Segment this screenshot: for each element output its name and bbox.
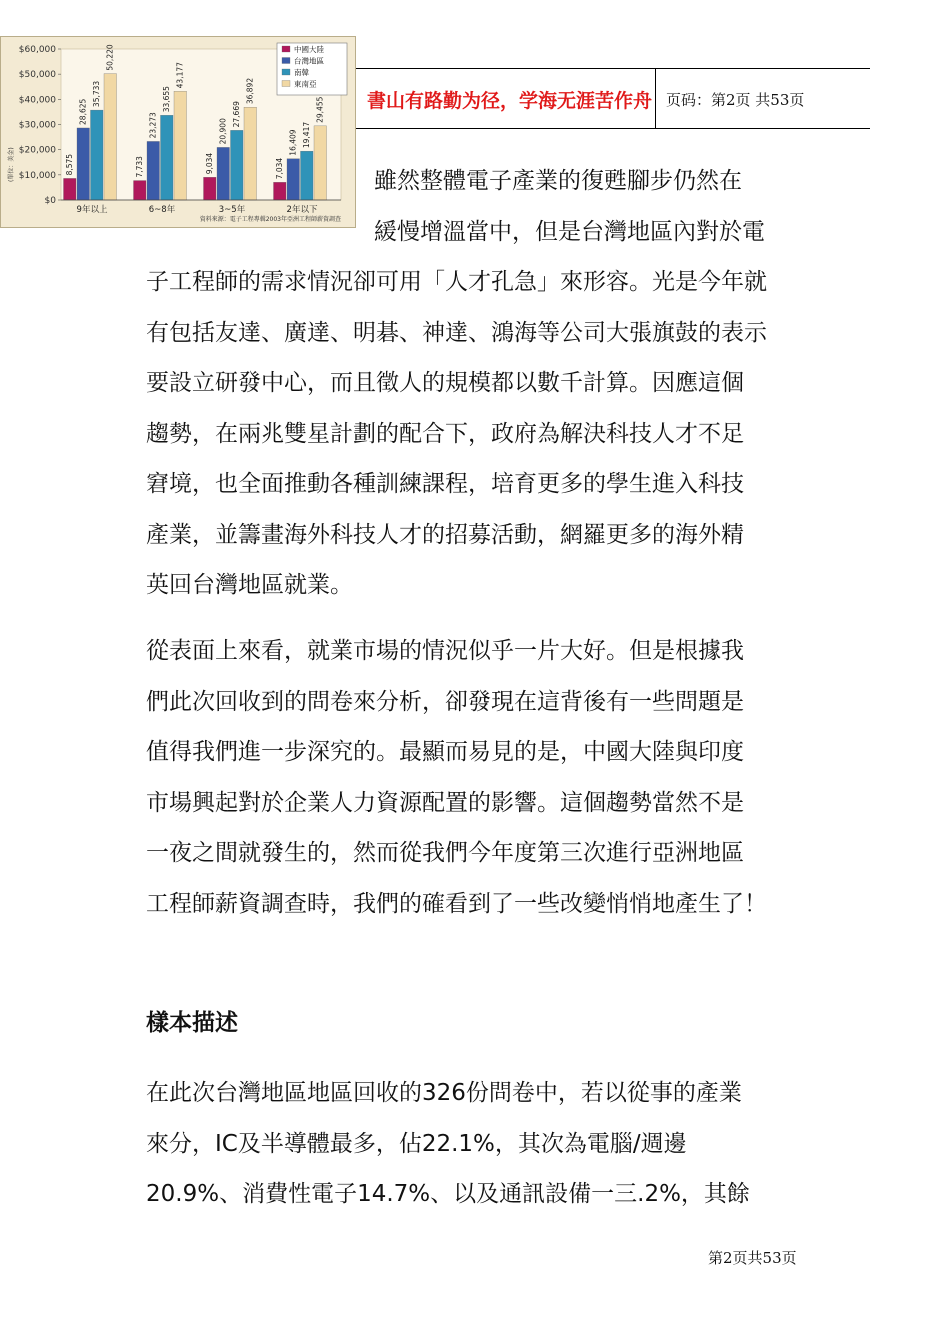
paragraph-line: 緩慢增溫當中，但是台灣地區內對於電 — [374, 218, 765, 245]
y-tick-label: $10,000 — [18, 170, 56, 181]
paragraph-line: 雖然整體電子產業的復甦腳步仍然在 — [374, 168, 742, 194]
paragraph-line: 子工程師的需求情況卻可用「人才孔急」來形容。光是今年就 — [146, 269, 767, 295]
header-page-info: 页码：第2页 共53页 — [666, 91, 805, 109]
bar-value-label: 33,655 — [162, 86, 172, 113]
paragraph-line: 20.9%、消費性電子14.7%、以及通訊設備一三.2%，其餘 — [146, 1181, 750, 1207]
x-tick-label: 3~5年 — [218, 205, 246, 215]
bar-value-label: 35,733 — [92, 80, 102, 108]
bar — [64, 178, 77, 200]
bar — [77, 128, 90, 200]
paragraph-line: 在此次台灣地區地區回收的326份問卷中，若以從事的產業 — [146, 1080, 742, 1106]
bar-value-label: 50,220 — [105, 44, 115, 71]
paragraph-line: 來分，IC及半導體最多，佔22.1%，其次為電腦/週邊 — [146, 1130, 687, 1157]
x-tick-label: 6~8年 — [148, 205, 176, 215]
bar-value-label: 28,625 — [78, 98, 88, 125]
bar — [91, 110, 104, 200]
x-tick-label: 2年以下 — [286, 205, 318, 215]
x-tick-label: 9年以上 — [76, 205, 108, 215]
footer-page-info: 第2页共53页 — [708, 1249, 797, 1267]
y-tick-label: $30,000 — [18, 120, 56, 131]
y-tick-label: $40,000 — [18, 95, 56, 106]
paragraph-line: 英回台灣地區就業。 — [146, 572, 353, 598]
paragraph-2 — [146, 626, 816, 929]
paragraph-line: 從表面上來看，就業市場的情況似乎一片大好。但是根據我 — [146, 638, 744, 664]
paragraph-line: 要設立研發中心，而且徵人的規模都以數千計算。因應這個 — [146, 370, 744, 396]
paragraph-line: 有包括友達、廣達、明碁、神達、鴻海等公司大張旗鼓的表示 — [146, 319, 767, 346]
legend-swatch — [282, 81, 290, 87]
bar-value-label: 29,455 — [315, 96, 325, 123]
header-motto: 書山有路勤为径，学海无涯苦作舟 — [366, 90, 652, 112]
paragraph-line: 趨勢，在兩兆雙星計劃的配合下，政府為解決科技人才不足 — [146, 420, 744, 447]
bar-value-label: 19,417 — [302, 121, 312, 149]
bar — [104, 74, 117, 200]
chart-source: 資料來源：電子工程專輯2003年亞洲工程師薪資調查 — [199, 216, 341, 223]
bar-value-label: 8,575 — [65, 153, 75, 176]
bar-value-label: 27,669 — [232, 101, 242, 128]
paragraph-line: 們此次回收到的問卷來分析，卻發現在這背後有一些問題是 — [146, 688, 744, 715]
bar-value-label: 20,900 — [218, 118, 228, 145]
legend-label: 台灣地區 — [294, 56, 324, 66]
sample-paragraph — [146, 1068, 816, 1220]
bar-value-label: 7,733 — [135, 156, 145, 178]
y-tick-label: $50,000 — [18, 70, 56, 81]
legend-label: 南韓 — [294, 68, 309, 77]
bar-value-label: 7,034 — [275, 157, 285, 180]
y-tick-label: $0 — [44, 196, 56, 206]
section-heading: 樣本描述 — [146, 1010, 238, 1036]
header-bottom-rule — [300, 128, 870, 129]
bar-value-label: 23,273 — [148, 112, 158, 139]
y-axis-label: (單位：美金) — [8, 147, 15, 182]
bar-value-label: 36,892 — [245, 77, 255, 105]
y-tick-label: $60,000 — [18, 45, 56, 55]
legend-label: 東南亞 — [294, 79, 317, 89]
paragraph-1 — [146, 156, 816, 611]
legend-swatch — [282, 69, 290, 75]
legend-swatch — [282, 58, 290, 64]
header-separator — [655, 68, 656, 128]
y-tick-label: $20,000 — [18, 145, 56, 156]
paragraph-line: 一夜之間就發生的，然而從我們今年度第三次進行亞洲地區 — [146, 840, 744, 866]
paragraph-line: 產業，並籌畫海外科技人才的招募活動，網羅更多的海外精 — [146, 521, 744, 548]
bar-value-label: 9,034 — [205, 152, 215, 175]
bar-value-label: 43,177 — [175, 62, 185, 89]
paragraph-line: 市場興起對於企業人力資源配置的影響。這個趨勢當然不是 — [146, 789, 744, 816]
bar-value-label: 16,409 — [288, 129, 298, 156]
bar — [134, 181, 147, 200]
paragraph-line: 工程師薪資調查時，我們的確看到了一些改變悄悄地產生了！ — [146, 890, 767, 917]
header-top-rule — [300, 68, 870, 69]
paragraph-line: 窘境，也全面推動各種訓練課程，培育更多的學生進入科技 — [146, 471, 744, 497]
legend-label: 中國大陸 — [294, 45, 324, 54]
paragraph-line: 值得我們進一步深究的。最顯而易見的是，中國大陸與印度 — [146, 739, 744, 765]
legend-swatch — [282, 46, 290, 52]
